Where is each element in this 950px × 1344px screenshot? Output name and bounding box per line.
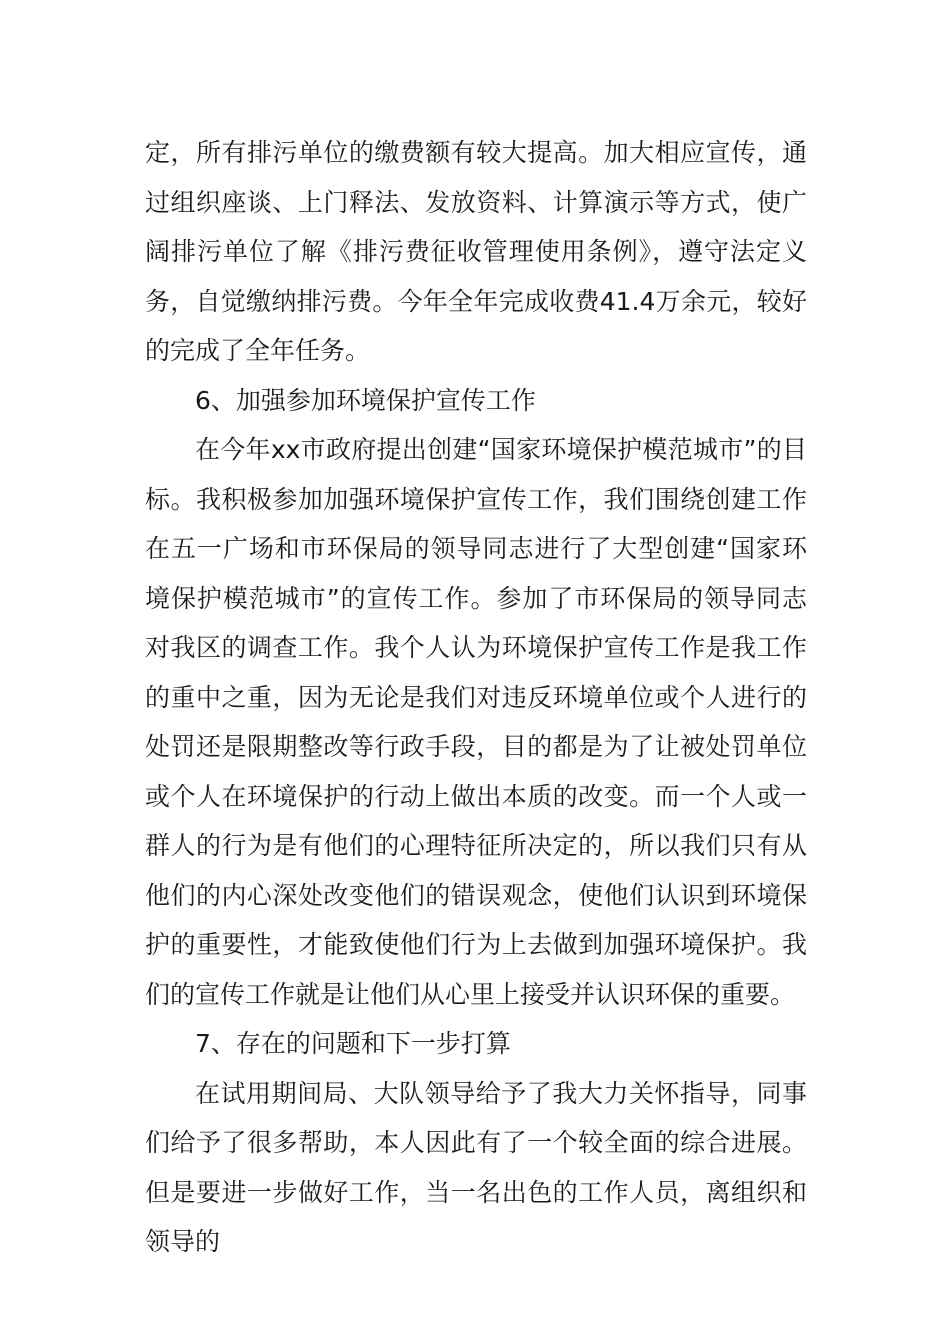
paragraph-environmental-publicity: 在今年xx市政府提出创建“国家环境保护模范城市”的目标。我积极参加加强环境保护宣传工作，我们围绕创建工作在五一广场和市环保局的领导同志进行了大型创建“国家环境保护模范城市”的宣传工作。参加了市环保局的领导同志对我区的调查工作。我个人认为环境保护宣传工作是我工作的重中之重，因为无论是我们对违反环境单位或个人进行的处罚还是限期整改等行政手段，目的都是为了让被处罚单位或个人在环境保护的行动上做出本质的改变。而一个人或一群人的行为是有他们的心理特征所决定的，所以我们只有从他们的内心深处改变他们的错误观念，使他们认识到环境保护的重要性，才能致使他们行为上去做到加强环境保护。我们的宣传工作就是让他们从心里上接受并认识环保的重要。 xyxy=(145,435,807,1009)
section-heading-6: 6、加强参加环境保护宣传工作 xyxy=(195,385,536,415)
section-heading-7: 7、存在的问题和下一步打算 xyxy=(195,1029,511,1058)
paragraph-fee-collection: 定，所有排污单位的缴费额有较大提高。加大相应宣传，通过组织座谈、上门释法、发放资料、计算演示等方式，使广阔排污单位了解《排污费征收管理使用条例》，遵守法定义务，自觉缴纳排污费。今年全年完成收费41.4万余元，较好的完成了全年任务。 xyxy=(145,138,807,365)
document-body xyxy=(145,128,807,1267)
paragraph-problems-and-plans: 在试用期间局、大队领导给予了我大力关怀指导，同事们给予了很多帮助，本人因此有了一个较全面的综合进展。但是要进一步做好工作，当一名出色的工作人员，离组织和领导的 xyxy=(145,1078,807,1256)
